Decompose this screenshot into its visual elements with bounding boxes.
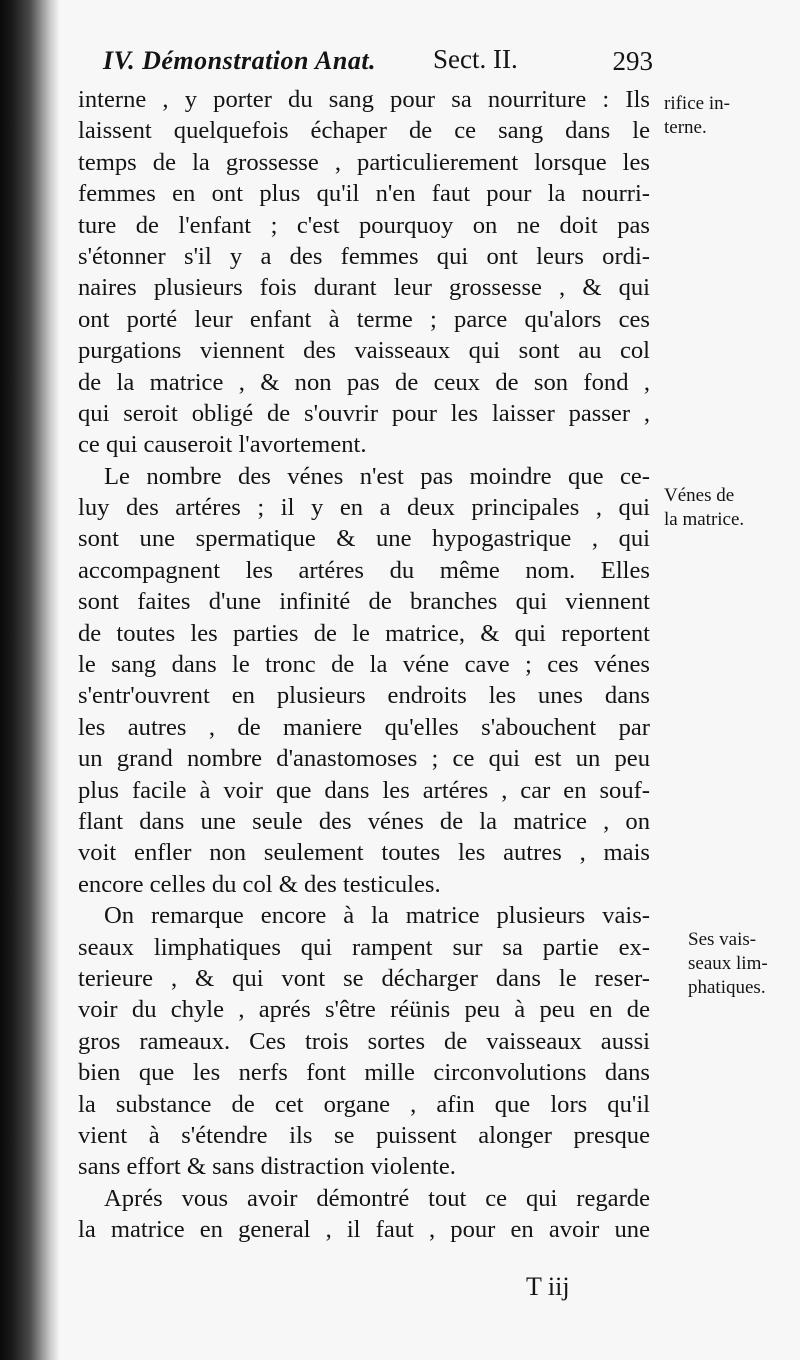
text-line: accompagnent les artéres du même nom. Elles (78, 556, 650, 584)
page-number: 293 (612, 46, 653, 76)
text-line: Aprés vous avoir démontré tout ce qui regarde (104, 1184, 650, 1212)
text-line: gros rameaux. Ces trois sortes de vaisseaux aussi (78, 1027, 650, 1055)
text-line: encore celles du col & des testicules. (78, 870, 441, 898)
text-line: voir du chyle , aprés s'être réünis peu à peu en de (78, 996, 650, 1024)
margin-note-line: phatiques. (688, 977, 766, 998)
text-line: ture de l'enfant ; c'est pourquoy on ne doit pas (78, 211, 650, 239)
text-line: seaux limphatiques qui rampent sur sa partie ex- (78, 933, 650, 961)
text-line: s'étonner s'il y a des femmes qui ont leurs ordi- (78, 242, 650, 270)
section-label: Sect. II. (433, 44, 518, 74)
text-line: Le nombre des vénes n'est pas moindre que ce- (104, 462, 650, 490)
text-line: sont faites d'une infinité de branches qui viennent (78, 588, 650, 616)
text-line: s'entr'ouvrent en plusieurs endroits les unes dans (78, 682, 650, 710)
text-line: le sang dans le tronc de la véne cave ; ces vénes (78, 651, 650, 679)
text-line: ce qui causeroit l'avortement. (78, 431, 367, 459)
text-line: la substance de cet organe , afin que lors qu'il (78, 1090, 650, 1118)
margin-note-line: rifice in- (664, 93, 730, 114)
text-line: plus facile à voir que dans les artéres , car en souf- (78, 776, 650, 804)
text-line: la matrice en general , il faut , pour en avoir une (78, 1216, 650, 1244)
signature-mark: T iij (526, 1272, 570, 1301)
margin-note-orifice (664, 92, 730, 140)
margin-note-line: seaux lim- (688, 953, 768, 974)
text-line: voit enfler non seulement toutes les autres , mais (78, 839, 650, 867)
text-line: flant dans une seule des vénes de la matrice , on (78, 807, 650, 835)
margin-note-vaisseaux (688, 928, 768, 1000)
margin-note-line: terne. (664, 117, 707, 138)
text-line: qui seroit obligé de s'ouvrir pour les laisser passer , (78, 399, 650, 427)
text-line: de la matrice , & non pas de ceux de son fond , (78, 368, 650, 396)
bleed-through-shadow (720, 90, 800, 1190)
running-title: IV. Démonstration Anat. (103, 46, 377, 75)
text-line: femmes en ont plus qu'il n'en faut pour la nourri- (78, 180, 650, 208)
margin-note-line: Vénes de (664, 485, 735, 506)
text-line: ont porté leur enfant à terme ; parce qu'alors ces (78, 305, 650, 333)
running-header (103, 40, 663, 84)
text-line: les autres , de maniere qu'elles s'abouchent par (78, 713, 650, 741)
text-line: bien que les nerfs font mille circonvolutions dans (78, 1059, 650, 1087)
text-line: temps de la grossesse , particulierement lorsque les (78, 148, 650, 176)
text-line: de toutes les parties de le matrice, & qui reportent (78, 619, 650, 647)
text-line: interne , y porter du sang pour sa nourriture : Ils (78, 86, 650, 113)
text-line: purgations viennent des vaisseaux qui sont au col (78, 337, 650, 365)
text-line: laissent quelquefois échaper de ce sang dans le (78, 117, 650, 145)
main-text (78, 84, 650, 1245)
text-line: naires plusieurs fois durant leur grossesse , & qui (78, 274, 650, 302)
text-line: sans effort & sans distraction violente. (78, 1153, 456, 1181)
margin-note-venes (664, 484, 744, 532)
margin-note-line: la matrice. (664, 509, 745, 530)
margin-note-line: Ses vais- (688, 929, 757, 950)
text-line: un grand nombre d'anastomoses ; ce qui est un peu (78, 745, 650, 773)
text-line: vient à s'étendre ils se puissent alonger presque (78, 1121, 650, 1149)
text-line: On remarque encore à la matrice plusieurs vais- (104, 902, 650, 930)
text-line: luy des artéres ; il y en a deux principales , qui (78, 494, 650, 522)
text-line: terieure , & qui vont se décharger dans le reser- (78, 964, 650, 992)
text-line: sont une spermatique & une hypogastrique , qui (78, 525, 650, 553)
